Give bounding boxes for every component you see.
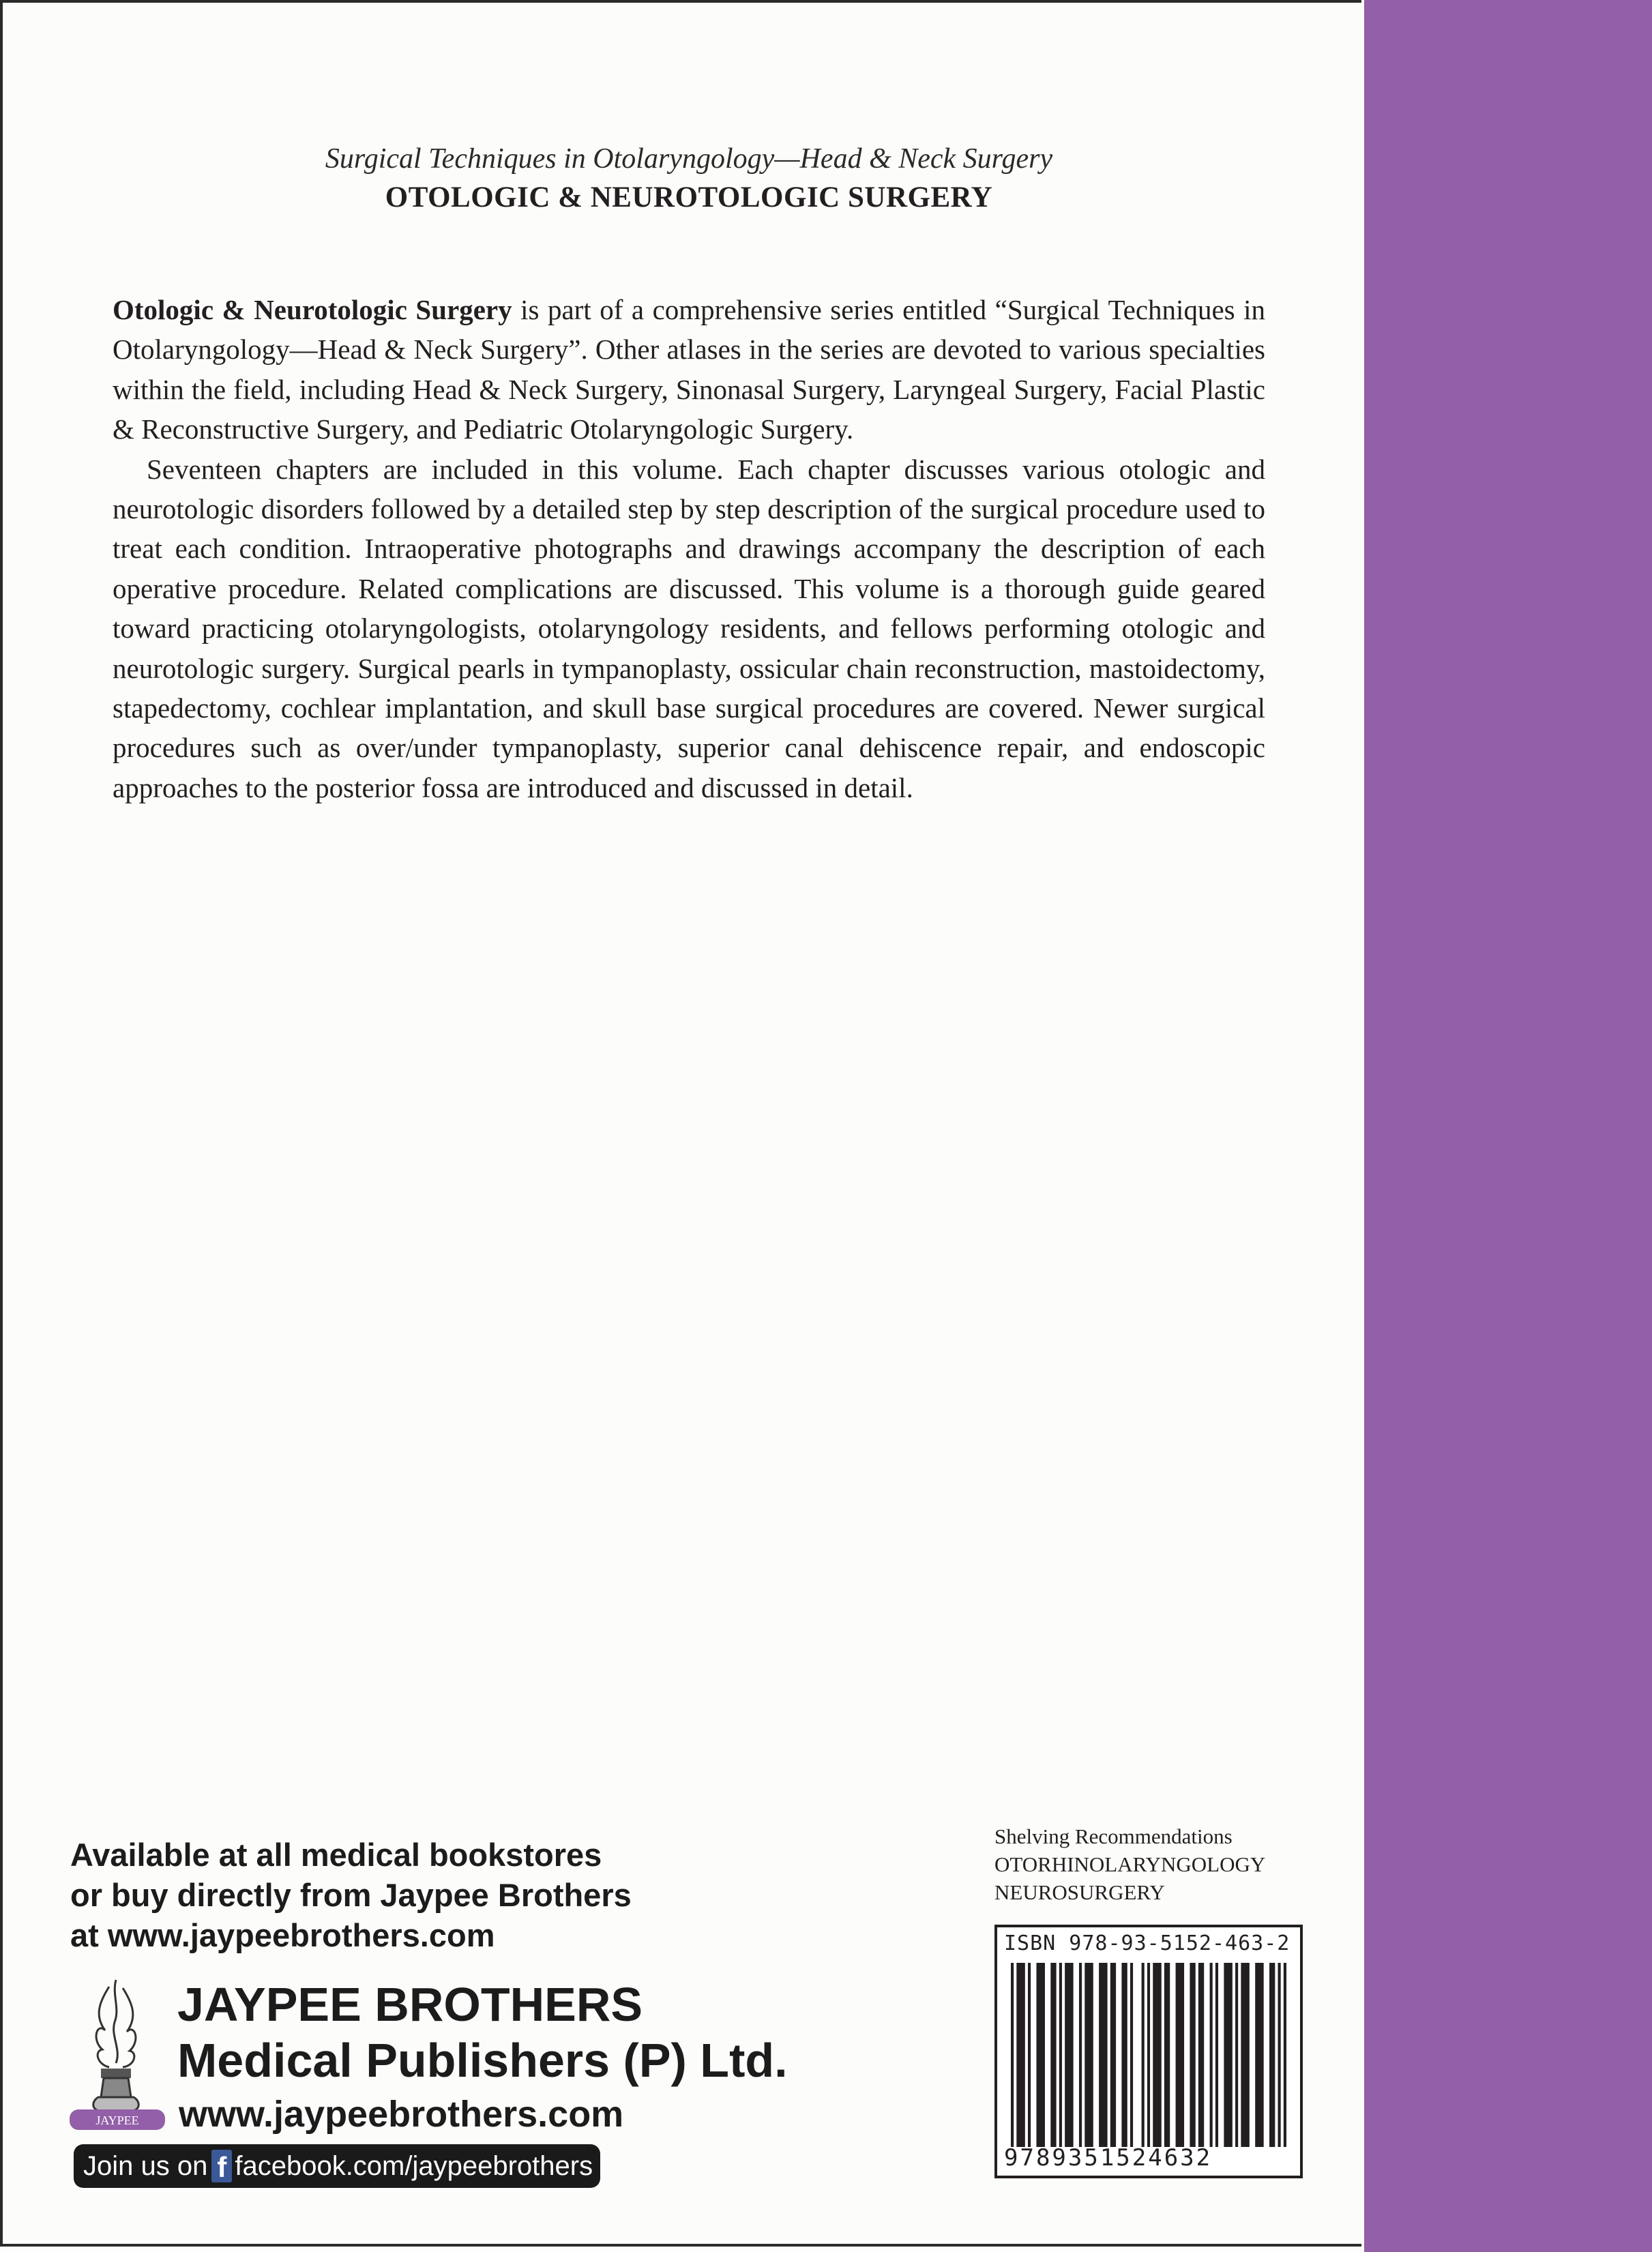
barcode-bar [1059,1963,1062,2147]
publisher-website[interactable]: www.jaypeebrothers.com [179,2094,624,2135]
barcode-bar [1241,1963,1249,2147]
publisher-name: JAYPEE BROTHERS [177,1978,643,2031]
shelving-recommendations [994,1822,1349,1906]
availability-note [70,1835,684,1955]
facebook-link[interactable]: facebook.com/jaypeebrothers [235,2151,593,2181]
isbn-barcode [994,1925,1303,2178]
facebook-icon: f [211,2150,232,2182]
jaypee-logo [67,1974,168,2131]
barcode-bar [1085,1963,1093,2147]
description-paragraph-1 [113,290,1265,449]
barcode-bar [1176,1963,1184,2147]
barcode-bar [1198,1963,1204,2147]
ean-digits: 9789351524632 [1004,2144,1213,2172]
barcode-bar [1224,1963,1232,2147]
series-title: Surgical Techniques in Otolaryngology—Head & Neck Surgery [325,143,1053,175]
barcode-bar [1121,1963,1127,2147]
barcode-bars [1008,1963,1289,2147]
barcode-bar [1147,1963,1150,2147]
barcode-bar [1099,1963,1107,2147]
barcode-bar [1028,1963,1031,2147]
isbn-label: ISBN 978-93-5152-463-2 [1004,1931,1290,1955]
description-paragraph-1-rest: is part of a comprehensive series entitled “Surgical Techniques in Otolaryngology—Head & Neck Surgery”. Other atlases in the series are devoted to various specialties within the field, including Head & Neck Surgery, Sinonasal Surgery, Laryngeal Surgery, Facial Plastic & Reconstructive Surgery, and Pediatric Otolaryngologic Surgery. [113,294,1266,445]
barcode-bar [1130,1963,1133,2147]
availability-line-1: Available at all medical bookstores [70,1837,602,1873]
facebook-banner[interactable] [74,2144,600,2188]
barcode-bar [1284,1963,1286,2147]
barcode-bar [1011,1963,1014,2147]
barcode-bar [1278,1963,1281,2147]
logo-label: JAYPEE [95,2114,139,2127]
availability-line-3: at www.jaypeebrothers.com [70,1917,495,1953]
barcode-bar [1050,1963,1056,2147]
social-prefix: Join us on [83,2151,208,2181]
barcode-bar [1255,1963,1263,2147]
shelving-heading: Shelving Recommendations [994,1824,1233,1848]
spine-color-band [1364,0,1652,2252]
volume-title: OTOLOGIC & NEUROTOLOGIC SURGERY [385,181,993,213]
barcode-bar [1153,1963,1161,2147]
barcode-bar [1036,1963,1044,2147]
description-lead: Otologic & Neurotologic Surgery [113,294,512,325]
barcode-bar [1016,1963,1019,2147]
barcode-bar [1215,1963,1218,2147]
barcode-bar [1110,1963,1116,2147]
description-paragraph-2: Seventeen chapters are included in this volume. Each chapter discusses various otologic and neurotologic disorders followed by a detailed step by step description of the surgical procedure used to treat each condition. Intraoperative photographs and drawings accompany the description of each operative procedure. Related complications are discussed. This volume is a thorough guide geared toward practicing otolaryngologists, otolaryngology residents, and fellows performing otologic and neurotologic surgery. Surgical pearls in tympanoplasty, ossicular chain reconstruction, mastoidectomy, stapedectomy, cochlear implantation, and skull base surgical procedures are covered. Newer surgical procedures such as over/under tympanoplasty, superior canal dehiscence repair, and endoscopic approaches to the posterior fossa are introduced and discussed in detail. [113,453,1265,803]
shelving-item: NEUROSURGERY [994,1880,1165,1904]
barcode-bar [1210,1963,1213,2147]
barcode-bar [1065,1963,1073,2147]
barcode-bar [1019,1963,1024,2147]
barcode-bar [1079,1963,1082,2147]
barcode-bar [1190,1963,1195,2147]
torch-icon [93,1980,139,2111]
barcode-bar [1235,1963,1238,2147]
publisher-subtitle: Medical Publishers (P) Ltd. [177,2034,788,2087]
shelving-item: OTORHINOLARYNGOLOGY [994,1852,1266,1876]
barcode-bar [1164,1963,1170,2147]
barcode-bar [1269,1963,1275,2147]
availability-line-2: or buy directly from Jaypee Brothers [70,1877,632,1913]
barcode-bar [1142,1963,1145,2147]
description-text [113,290,1265,808]
